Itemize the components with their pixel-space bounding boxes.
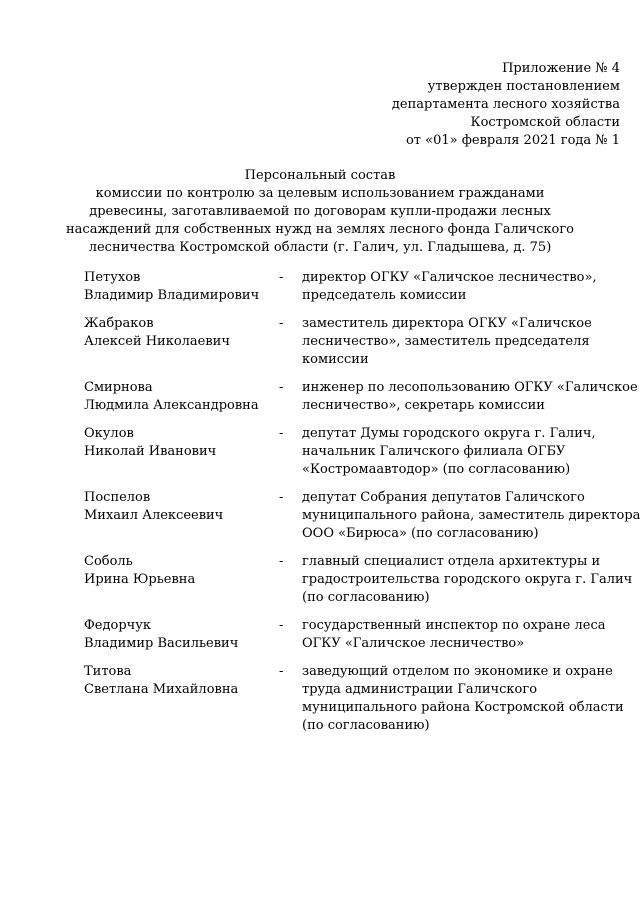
role-line: муниципального района Костромской области [302,700,624,715]
role-line: ОГКУ «Галичское лесничество» [302,636,525,651]
role-line: муниципального района, заместитель директора [302,508,640,523]
document-title [0,167,640,257]
member-role [302,379,638,415]
member-entry [84,553,633,607]
appendix-number: Приложение № 4 [502,61,620,76]
appendix-header [392,60,620,150]
member-role [302,553,633,607]
member-name [84,269,274,305]
role-line: ООО «Бирюса» (по согласованию) [302,526,539,541]
role-line: труда администрации Галичского [302,682,538,697]
date-line: от «01» февраля 2021 года № 1 [405,133,620,148]
role-line: инженер по лесопользованию ОГКУ «Галичское [302,380,638,395]
role-line: (по согласованию) [302,718,430,733]
department-line: департамента лесного хозяйства [391,97,620,112]
title-line: насаждений для собственных нужд на землях лесного фонда Галичского [66,222,574,237]
member-role [302,315,622,369]
commission-members-list [84,269,640,745]
title-line: древесины, заготавливаемой по договорам купли-продажи лесных [89,204,551,219]
role-line: лесничество», секретарь комиссии [302,398,545,413]
member-entry [84,379,638,415]
role-line: «Костромаавтодор» (по согласованию) [302,462,571,477]
role-line: государственный инспектор по охране леса [302,618,606,633]
role-line: (по согласованию) [302,590,430,605]
member-role [302,617,622,653]
dash-separator: - [279,618,284,633]
member-given-names: Ирина Юрьевна [84,572,196,587]
dash-separator: - [279,490,284,505]
title-line: комиссии по контролю за целевым использованием гражданами [95,186,545,201]
member-name [84,425,274,461]
role-line: директор ОГКУ «Галичское лесничество», [302,270,597,285]
member-name [84,663,274,699]
role-line: лесничество», заместитель председателя [302,334,590,349]
dash-separator: - [279,316,284,331]
member-surname: Соболь [84,554,133,569]
title-line: лесничества Костромской области (г. Галич, ул. Гладышева, д. 75) [88,240,552,255]
member-entry [84,315,624,369]
role-line: заместитель директора ОГКУ «Галичское [302,316,592,331]
role-line: градостроительства городского округа г. Галич [302,572,633,587]
member-given-names: Алексей Николаевич [84,334,230,349]
member-entry [84,663,624,735]
member-given-names: Владимир Васильевич [84,636,239,651]
role-line: комиссии [302,352,369,367]
dash-separator: - [279,380,284,395]
role-line: главный специалист отдела архитектуры и [302,554,601,569]
member-surname: Смирнова [84,380,153,395]
member-role [302,269,622,305]
dash-separator: - [279,426,284,441]
member-role [302,663,622,735]
member-name [84,553,274,589]
member-role [302,425,622,479]
member-surname: Жабраков [84,316,154,331]
dash-separator: - [279,270,284,285]
member-name [84,489,274,525]
member-name [84,315,274,351]
member-entry [84,489,640,543]
member-surname: Петухов [84,270,141,285]
member-entry [84,425,624,479]
member-role [302,489,640,543]
role-line: депутат Собрания депутатов Галичского [302,490,585,505]
role-line: заведующий отделом по экономике и охране [302,664,613,679]
member-name [84,379,274,415]
dash-separator: - [279,664,284,679]
member-surname: Поспелов [84,490,151,505]
approval-line: утвержден постановлением [427,79,620,94]
member-given-names: Людмила Александровна [84,398,259,413]
member-given-names: Николай Иванович [84,444,217,459]
region-line: Костромской области [470,115,620,130]
member-surname: Титова [84,664,132,679]
member-name [84,617,274,653]
member-entry [84,269,624,305]
member-surname: Федорчук [84,618,152,633]
role-line: начальник Галичского филиала ОГБУ [302,444,566,459]
member-given-names: Светлана Михайловна [84,682,239,697]
member-given-names: Михаил Алексеевич [84,508,224,523]
dash-separator: - [279,554,284,569]
role-line: депутат Думы городского округа г. Галич, [302,426,596,441]
title-line: Персональный состав [244,168,396,183]
member-given-names: Владимир Владимирович [84,288,260,303]
member-entry [84,617,624,653]
member-surname: Окулов [84,426,134,441]
role-line: председатель комиссии [302,288,467,303]
